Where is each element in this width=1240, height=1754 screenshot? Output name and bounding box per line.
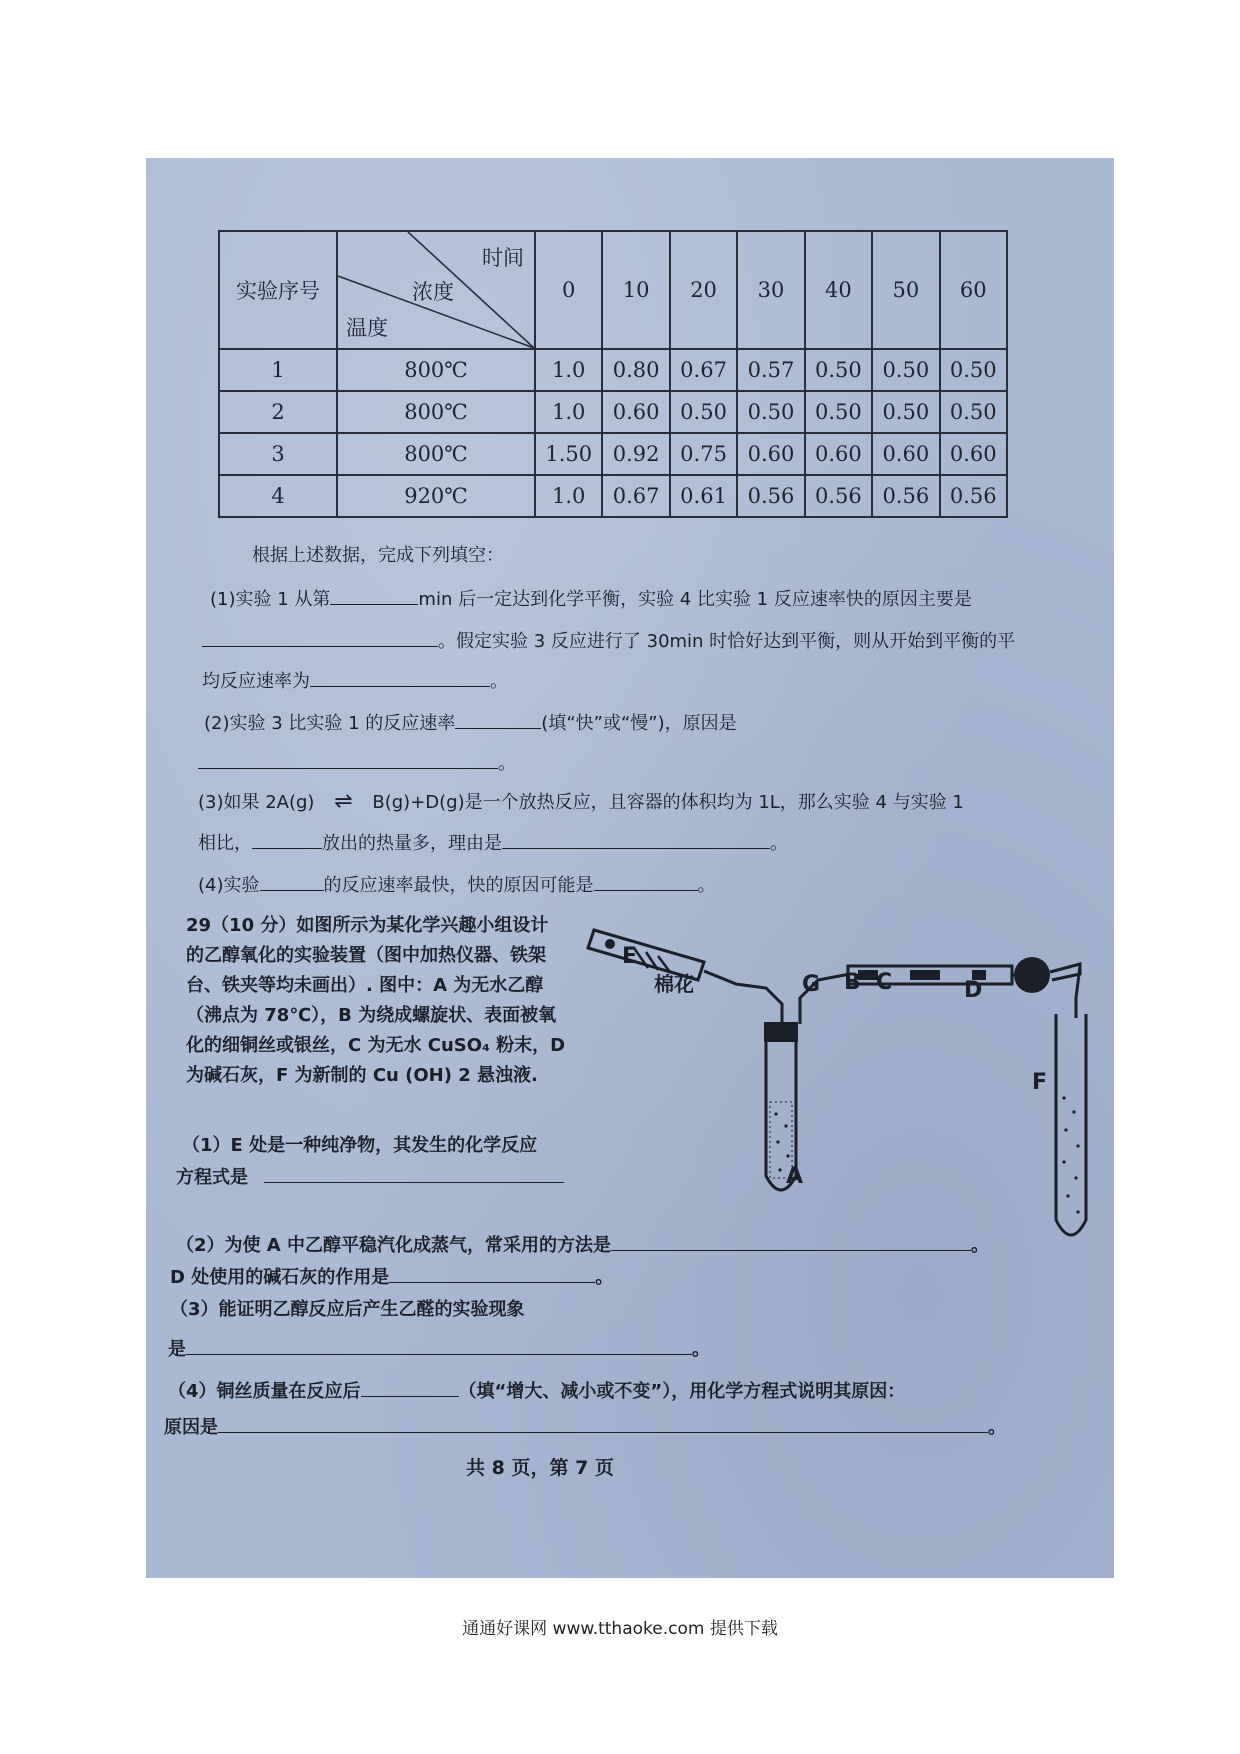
- label-b: B: [844, 970, 861, 995]
- label-e: E: [622, 944, 638, 969]
- q28-part2-text: (填“快”或“慢”)，原因是: [541, 713, 737, 734]
- q29-part4-text: （填“增大、减小或不变”），用化学方程式说明其原因：: [458, 1381, 906, 1402]
- value-cell: 0.60: [602, 391, 669, 433]
- answer-blank[interactable]: [310, 668, 490, 687]
- q29-part3-line2: [168, 1336, 710, 1362]
- value-cell: 0.75: [670, 433, 737, 475]
- answer-blank[interactable]: [611, 1232, 971, 1251]
- q29-part3-text: 。: [692, 1339, 710, 1360]
- answer-blank[interactable]: [389, 1264, 595, 1283]
- q29-part4-text: （4）铜丝质量在反应后: [168, 1381, 361, 1402]
- table-row: [219, 349, 1007, 391]
- label-f: F: [1032, 1070, 1048, 1095]
- col-header-experiment-no: 实验序号: [219, 231, 337, 349]
- concentration-data-table: [218, 230, 1008, 518]
- q29-part1-line1: （1）E 处是一种纯净物，其发生的化学反应: [182, 1135, 538, 1156]
- q29-intro-line: 为碱石灰，F 为新制的 Cu (OH) 2 悬浊液.: [186, 1065, 538, 1086]
- value-cell: 0.60: [805, 433, 872, 475]
- header-temperature-label: 温度: [346, 316, 388, 340]
- q29-intro-line: 的乙醇氧化的实验装置（图中加热仪器、铁架: [186, 945, 546, 966]
- value-cell: 0.56: [737, 475, 804, 517]
- experiment-id: 1: [219, 349, 337, 391]
- value-cell: 0.50: [670, 391, 737, 433]
- experiment-id: 4: [219, 475, 337, 517]
- q28-intro: 根据上述数据，完成下列填空：: [252, 545, 504, 566]
- value-cell: 0.50: [940, 349, 1007, 391]
- q29-part2-text: （2）为使 A 中乙醇平稳汽化成蒸气，常采用的方法是: [176, 1235, 611, 1256]
- q28-part4-line: [198, 872, 716, 898]
- value-cell: 0.50: [872, 349, 939, 391]
- answer-blank[interactable]: [502, 830, 770, 849]
- answer-blank[interactable]: [202, 628, 438, 647]
- q29-part3-line1: （3）能证明乙醇反应后产生乙醛的实验现象: [170, 1299, 525, 1320]
- value-cell: 0.60: [940, 433, 1007, 475]
- answer-blank[interactable]: [186, 1336, 692, 1355]
- answer-blank[interactable]: [594, 872, 698, 891]
- time-header: 40: [805, 231, 872, 349]
- q29-part2-text: D 处使用的碱石灰的作用是: [170, 1267, 390, 1288]
- header-time-label: 时间: [482, 246, 524, 270]
- q29-part4-line1: [168, 1378, 905, 1404]
- table-row: [219, 475, 1007, 517]
- q29-part4-text: 。: [988, 1417, 1006, 1438]
- time-header: 50: [872, 231, 939, 349]
- value-cell: 0.67: [670, 349, 737, 391]
- equilibrium-arrow-icon: ⇌: [334, 789, 353, 814]
- time-header: 60: [940, 231, 1007, 349]
- value-cell: 0.50: [737, 391, 804, 433]
- q28-part2-line2: [198, 750, 516, 776]
- label-d: D: [964, 978, 983, 1003]
- q28-part3-line1: [198, 790, 964, 815]
- q29-part2-line2: [170, 1264, 613, 1290]
- page-number: 共 8 页，第 7 页: [466, 1457, 614, 1479]
- time-header: 0: [535, 231, 602, 349]
- value-cell: 1.50: [535, 433, 602, 475]
- q28-part1-text: 。假定实验 3 反应进行了 30min 时恰好达到平衡，则从开始到平衡的平: [438, 631, 1016, 652]
- q29-part4-text: 原因是: [164, 1417, 218, 1438]
- temperature-cell: 800℃: [337, 349, 535, 391]
- q28-part2-text: 。: [498, 753, 516, 774]
- table-row: [219, 391, 1007, 433]
- q29-intro-line: 台、铁夹等均未画出）. 图中：A 为无水乙醇: [186, 975, 544, 996]
- time-header: 30: [737, 231, 804, 349]
- answer-blank[interactable]: [198, 750, 498, 769]
- q28-part3-text: 放出的热量多，理由是: [322, 833, 502, 854]
- q28-part4-text: 的反应速率最快，快的原因可能是: [323, 875, 594, 896]
- answer-blank[interactable]: [264, 1164, 564, 1183]
- label-g: G: [802, 972, 821, 997]
- q28-part2-line1: [204, 710, 737, 736]
- q29-intro-line: （沸点为 78℃），B 为绕成螺旋状、表面被氧: [186, 1005, 557, 1026]
- value-cell: 0.57: [737, 349, 804, 391]
- experiment-id: 2: [219, 391, 337, 433]
- temperature-cell: 920℃: [337, 475, 535, 517]
- q28-part3-text: (3)如果 2A(g): [198, 792, 315, 813]
- value-cell: 0.56: [805, 475, 872, 517]
- value-cell: 0.56: [940, 475, 1007, 517]
- q29-part1-line2: [176, 1164, 564, 1190]
- q29-part3-text: 是: [168, 1339, 186, 1360]
- download-footer: 通通好课网 www.tthaoke.com 提供下载: [462, 1619, 778, 1639]
- q28-part1-text: 。: [490, 671, 508, 692]
- q29-part2-line1: [176, 1232, 989, 1258]
- value-cell: 1.0: [535, 349, 602, 391]
- q28-part1-line2: [202, 628, 1015, 654]
- value-cell: 0.50: [805, 349, 872, 391]
- q28-part3-text: B(g)+D(g)是一个放热反应，且容器的体积均为 1L，那么实验 4 与实验 1: [372, 792, 964, 813]
- q28-part4-text: (4)实验: [198, 875, 260, 896]
- answer-blank[interactable]: [330, 586, 418, 605]
- q28-part1-line1: [210, 586, 972, 612]
- q28-part1-text: (1)实验 1 从第: [210, 589, 331, 610]
- q29-intro-line: 化的细铜丝或银丝，C 为无水 CuSO₄ 粉末，D: [186, 1035, 566, 1056]
- answer-blank[interactable]: [218, 1414, 988, 1433]
- test-tube-f-icon: [1026, 958, 1096, 1258]
- diagonal-header-cell: [337, 231, 535, 349]
- q28-part1-text: min 后一定达到化学平衡，实验 4 比实验 1 反应速率快的原因主要是: [418, 589, 972, 610]
- q28-part4-text: 。: [697, 875, 716, 896]
- table-header-row: [219, 231, 1007, 349]
- q28-part3-text: 。: [770, 833, 788, 854]
- temperature-cell: 800℃: [337, 433, 535, 475]
- value-cell: 0.50: [940, 391, 1007, 433]
- q29-part2-text: 。: [971, 1235, 989, 1256]
- experiment-id: 3: [219, 433, 337, 475]
- answer-blank[interactable]: [455, 710, 541, 729]
- q28-part3-line2: [198, 830, 788, 856]
- q28-part1-text: 均反应速率为: [202, 671, 310, 692]
- scanned-exam-page: [146, 158, 1114, 1578]
- temperature-cell: 800℃: [337, 391, 535, 433]
- answer-blank[interactable]: [361, 1378, 459, 1397]
- value-cell: 0.67: [602, 475, 669, 517]
- value-cell: 1.0: [535, 475, 602, 517]
- value-cell: 0.60: [872, 433, 939, 475]
- answer-blank[interactable]: [252, 830, 322, 849]
- header-concentration-label: 浓度: [412, 280, 454, 304]
- time-header: 10: [602, 231, 669, 349]
- label-a: A: [786, 1164, 804, 1189]
- label-cotton: 棉花: [654, 972, 694, 996]
- time-header: 20: [670, 231, 737, 349]
- value-cell: 1.0: [535, 391, 602, 433]
- value-cell: 0.92: [602, 433, 669, 475]
- q29-part1-text: 方程式是: [176, 1167, 248, 1188]
- value-cell: 0.61: [670, 475, 737, 517]
- combustion-tube-icon: [848, 966, 1012, 984]
- label-c: C: [876, 970, 893, 995]
- value-cell: 0.56: [872, 475, 939, 517]
- table-row: [219, 433, 1007, 475]
- q28-part1-line3: [202, 668, 508, 694]
- value-cell: 0.50: [805, 391, 872, 433]
- q28-part2-text: (2)实验 3 比实验 1 的反应速率: [204, 713, 456, 734]
- q29-part4-line2: [164, 1414, 1006, 1440]
- value-cell: 0.60: [737, 433, 804, 475]
- value-cell: 0.80: [602, 349, 669, 391]
- q29-intro-line: 29（10 分）如图所示为某化学兴趣小组设计: [186, 915, 549, 936]
- value-cell: 0.50: [872, 391, 939, 433]
- q29-part2-text: 。: [595, 1267, 614, 1288]
- q28-part3-text: 相比，: [198, 833, 252, 854]
- answer-blank[interactable]: [260, 872, 324, 891]
